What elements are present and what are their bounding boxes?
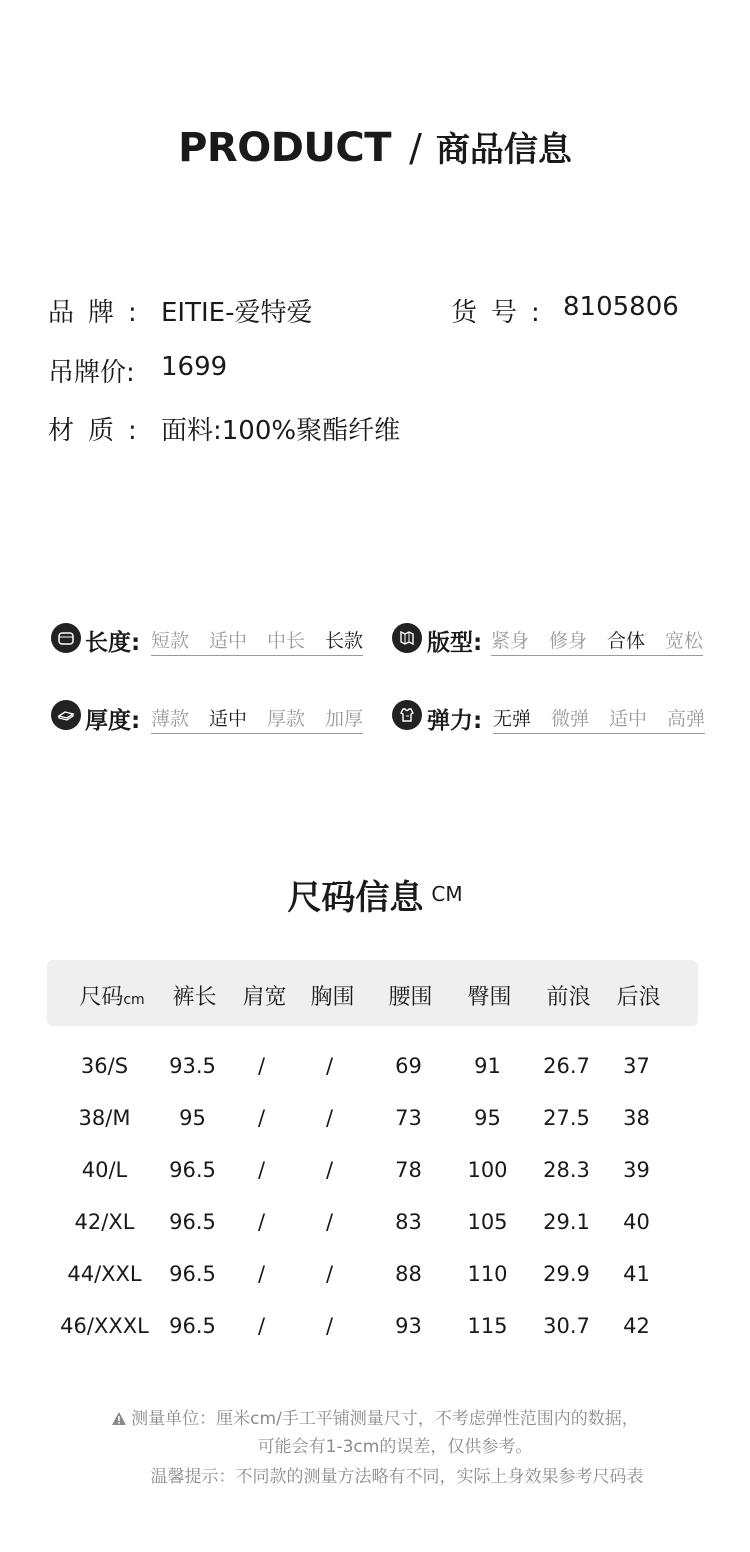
table-cell: /	[257, 1158, 266, 1182]
table-cell: 36/S	[80, 1054, 129, 1078]
table-cell: 115	[467, 1314, 508, 1338]
fit-options	[491, 626, 703, 656]
price-value: 1699	[161, 352, 228, 382]
table-cell: 38/M	[78, 1106, 131, 1130]
note-line-2: 可能会有1-3cm的误差，仅供参考。	[257, 1437, 533, 1457]
table-cell: /	[325, 1158, 334, 1182]
table-cell: 46/XXXL	[60, 1314, 149, 1338]
table-row	[47, 1262, 698, 1298]
length-icon	[51, 623, 81, 653]
elasticity-option: 微弹	[551, 708, 590, 730]
page-title	[0, 122, 750, 171]
elasticity-option-selected: 无弹	[493, 708, 532, 730]
note-line-1	[0, 1404, 750, 1429]
size-table-header	[47, 960, 698, 1026]
table-cell: 42/XL	[74, 1210, 135, 1234]
table-cell: /	[325, 1106, 334, 1130]
table-cell: /	[257, 1262, 266, 1286]
length-option: 中长	[267, 630, 306, 652]
header-cell-size: 尺码cm	[79, 985, 145, 1010]
thickness-option: 厚款	[267, 708, 306, 730]
size-section-title	[0, 870, 750, 919]
table-cell: 39	[623, 1158, 650, 1182]
table-cell: 30.7	[543, 1314, 590, 1338]
elasticity-label: 弹力:	[427, 708, 483, 734]
material-value: 面料:100%聚酯纤维	[161, 416, 401, 446]
table-cell: 27.5	[543, 1106, 590, 1130]
fit-option: 紧身	[491, 630, 530, 652]
table-cell: 96.5	[169, 1210, 216, 1234]
thickness-options	[151, 704, 363, 734]
table-cell: /	[257, 1054, 266, 1078]
table-cell: 105	[467, 1210, 508, 1234]
table-cell: 88	[395, 1262, 422, 1286]
table-row	[47, 1158, 698, 1194]
sku-value: 8105806	[563, 292, 679, 322]
table-cell: /	[257, 1314, 266, 1338]
table-cell: 42	[623, 1314, 650, 1338]
elasticity-options	[493, 704, 705, 734]
elasticity-option: 高弹	[667, 708, 706, 730]
header-cell: 前浪	[546, 985, 591, 1010]
table-cell: /	[325, 1210, 334, 1234]
thickness-icon	[51, 700, 81, 730]
table-cell: 69	[395, 1054, 422, 1078]
table-cell: /	[325, 1054, 334, 1078]
table-cell: 91	[474, 1054, 501, 1078]
thickness-label: 厚度:	[85, 708, 141, 734]
table-cell: /	[257, 1106, 266, 1130]
header-cell: 裤长	[172, 985, 217, 1010]
table-cell: /	[325, 1314, 334, 1338]
table-cell: 40/L	[81, 1158, 128, 1182]
table-cell: 96.5	[169, 1314, 216, 1338]
table-cell: /	[257, 1210, 266, 1234]
elasticity-icon	[392, 700, 422, 730]
length-options	[151, 626, 363, 656]
fit-option: 宽松	[665, 630, 704, 652]
size-title-unit: CM	[431, 882, 463, 906]
table-cell: 96.5	[169, 1262, 216, 1286]
table-cell: 110	[467, 1262, 508, 1286]
fit-icon	[392, 623, 422, 653]
table-row	[47, 1054, 698, 1090]
elasticity-option: 适中	[609, 708, 648, 730]
material-label: 材质:	[48, 416, 151, 446]
table-row	[47, 1314, 698, 1350]
fit-option: 修身	[549, 630, 588, 652]
header-cell: 胸围	[310, 985, 355, 1010]
title-en: PRODUCT	[178, 125, 392, 171]
header-cell: 肩宽	[242, 985, 287, 1010]
table-cell: 44/XXL	[67, 1262, 142, 1286]
table-cell: 28.3	[543, 1158, 590, 1182]
sku-label: 货号:	[451, 298, 554, 328]
table-cell: 78	[395, 1158, 422, 1182]
header-cell: 腰围	[388, 985, 433, 1010]
table-row	[47, 1106, 698, 1142]
table-cell: 40	[623, 1210, 650, 1234]
length-option: 适中	[209, 630, 248, 652]
thickness-option: 加厚	[325, 708, 364, 730]
length-label: 长度:	[85, 630, 141, 656]
length-option-selected: 长款	[325, 630, 364, 652]
table-cell: 83	[395, 1210, 422, 1234]
table-cell: 93.5	[169, 1054, 216, 1078]
note-line-3: 温馨提示：不同款的测量方法略有不同，实际上身效果参考尺码表	[150, 1467, 644, 1487]
table-row	[47, 1210, 698, 1246]
table-cell: 29.1	[543, 1210, 590, 1234]
table-cell: 96.5	[169, 1158, 216, 1182]
table-cell: 95	[179, 1106, 206, 1130]
table-cell: 41	[623, 1262, 650, 1286]
brand-value: EITIE-爱特爱	[161, 298, 313, 328]
header-cell: 后浪	[616, 985, 661, 1010]
header-cell: 臀围	[467, 985, 512, 1010]
table-cell: 26.7	[543, 1054, 590, 1078]
header-unit: cm	[123, 992, 145, 1008]
note-text-1: 测量单位：厘米cm/手工平铺测量尺寸，不考虑弹性范围内的数据，	[131, 1409, 639, 1429]
table-cell: 37	[623, 1054, 650, 1078]
title-cn: 商品信息	[435, 130, 572, 170]
table-cell: 38	[623, 1106, 650, 1130]
table-cell: 95	[474, 1106, 501, 1130]
table-cell: 100	[467, 1158, 508, 1182]
thickness-option: 薄款	[151, 708, 190, 730]
thickness-option-selected: 适中	[209, 708, 248, 730]
fit-option-selected: 合体	[607, 630, 646, 652]
table-cell: /	[325, 1262, 334, 1286]
price-label: 吊牌价:	[48, 358, 135, 388]
table-cell: 29.9	[543, 1262, 590, 1286]
table-cell: 73	[395, 1106, 422, 1130]
brand-label: 品牌:	[48, 298, 151, 328]
fit-label: 版型:	[427, 630, 483, 656]
warning-icon	[111, 1411, 127, 1426]
title-separator: /	[409, 126, 422, 170]
length-option: 短款	[151, 630, 190, 652]
table-cell: 93	[395, 1314, 422, 1338]
size-title-text: 尺码信息	[287, 878, 424, 918]
